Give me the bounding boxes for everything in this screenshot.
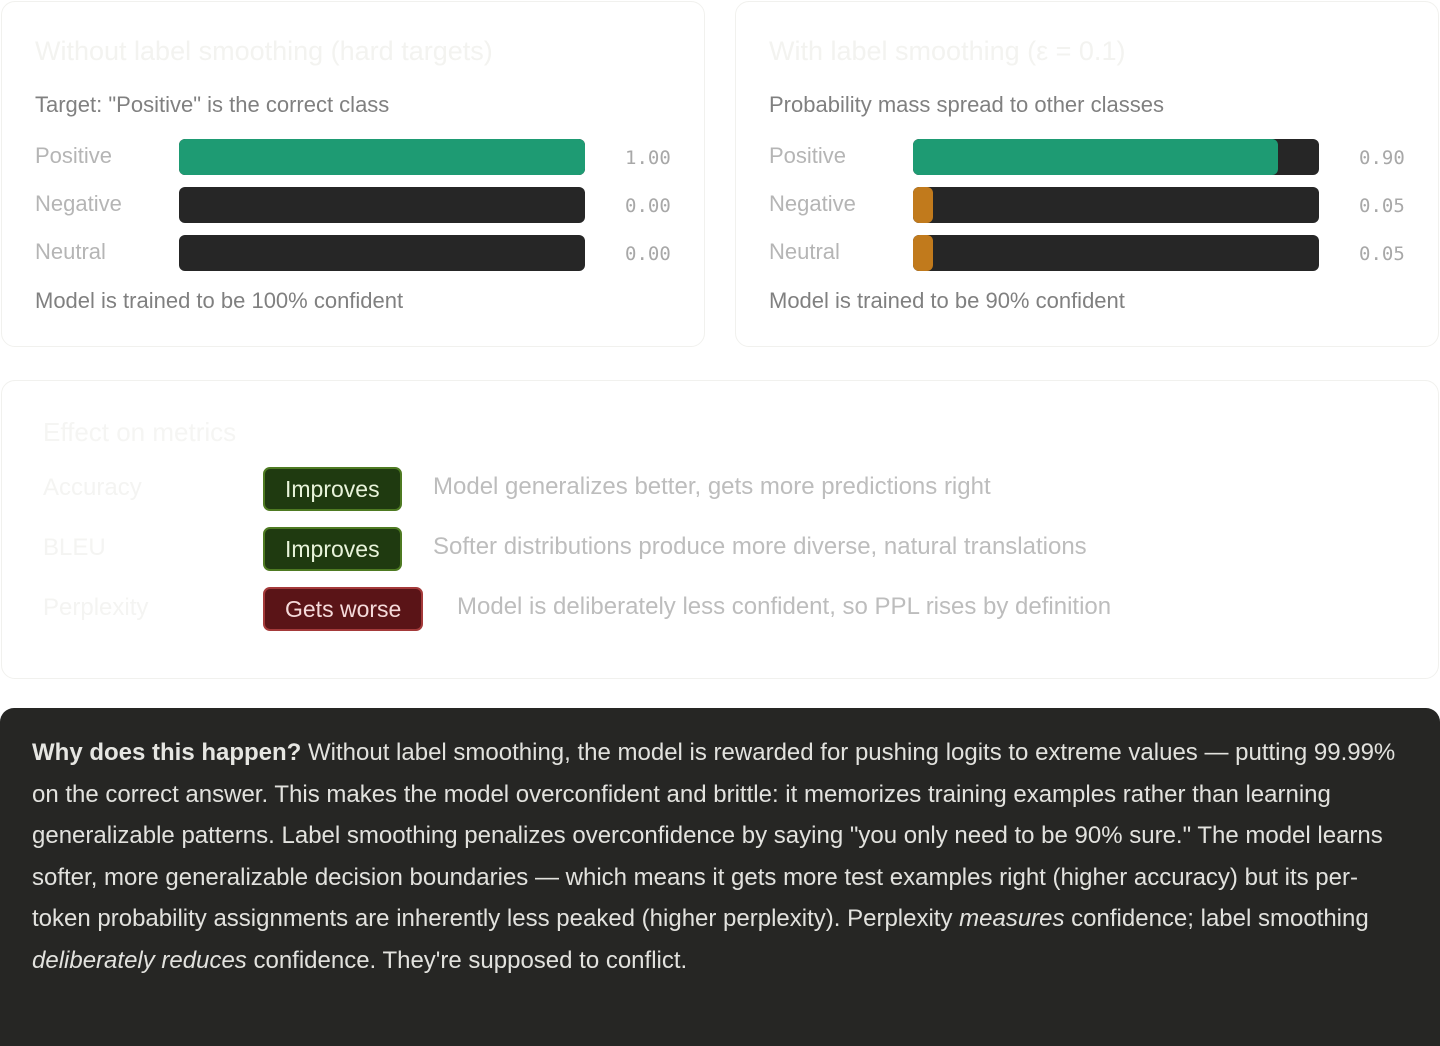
explanation-text: Without label smoothing, the model is rewarded for pushing logits to extreme values — putting 99.99% on the correct answer. This makes the model overconfident and brittle: it memorizes training examples rather than learning generalizable patterns. Label smoothing penalizes overconfidence by saying "you only need to be 90% sure." The model learns softer, more generalizable decision boundaries — which means it gets more test examples right (higher accuracy) but its per-token probability assignments are inherently less peaked (higher perplexity). Perplexity [32,739,1396,932]
hard-bar-row-negative [2,187,704,223]
status-badge: Gets worse [263,587,423,631]
bar-track [913,139,1319,175]
smoothing-card [735,1,1439,347]
bar-label: Negative [35,191,122,216]
metric-row-accuracy [2,467,1438,511]
bar-value: 0.00 [625,243,671,265]
metric-name: Perplexity [43,594,149,621]
hard-bar-row-neutral [2,235,704,271]
metric-row-bleu [2,527,1438,571]
hard-card-footer: Model is trained to be 100% confident [35,288,404,313]
hard-card-subtitle: Target: "Positive" is the correct class [35,92,390,117]
metric-description: Model generalizes better, gets more predictions right [433,473,991,500]
smooth-card-footer: Model is trained to be 90% confident [769,288,1125,313]
smooth-card-subtitle: Probability mass spread to other classes [769,92,1164,117]
bar-track [913,235,1319,271]
explanation-emphasis: deliberately reduces [32,946,247,974]
bar-label: Positive [35,143,113,168]
explanation-text: confidence; label smoothing [1064,905,1369,932]
smooth-bar-row-negative [736,187,1438,223]
hard-targets-card [1,1,705,347]
smooth-bar-row-neutral [736,235,1438,271]
smooth-card-title: With label smoothing (ε = 0.1) [769,36,1126,66]
metric-row-perplexity [2,587,1438,631]
bar-value: 0.90 [1359,147,1405,169]
explanation-text: confidence. They're supposed to conflict. [246,946,688,974]
explanation-emphasis: measures [959,905,1065,932]
bar-value: 0.05 [1359,195,1405,217]
bar-track [179,235,585,271]
bar-label: Positive [769,143,847,168]
bar-fill [179,139,585,175]
metric-name: Accuracy [43,474,142,501]
status-badge: Improves [263,467,402,511]
bar-label: Neutral [769,239,840,264]
metric-name: BLEU [43,534,106,561]
hard-bar-row-positive [2,139,704,175]
bar-value: 1.00 [625,147,671,169]
bar-track [913,187,1319,223]
metrics-title: Effect on metrics [43,417,237,447]
bar-label: Neutral [35,239,106,264]
bar-fill [913,139,1278,175]
status-badge: Improves [263,527,402,571]
explanation-panel [0,708,1440,1046]
metric-description: Softer distributions produce more diverse, natural translations [433,533,1087,560]
bar-label: Negative [769,191,856,216]
hard-card-title: Without label smoothing (hard targets) [35,36,493,66]
explanation-lead: Why does this happen? [32,739,302,766]
metric-description: Model is deliberately less confident, so PPL rises by definition [457,593,1112,620]
bar-value: 0.00 [625,195,671,217]
metrics-card [1,380,1439,679]
bar-track [179,139,585,175]
bar-fill [913,235,933,271]
bar-fill [913,187,933,223]
bar-track [179,187,585,223]
smooth-bar-row-positive [736,139,1438,175]
bar-value: 0.05 [1359,243,1405,265]
